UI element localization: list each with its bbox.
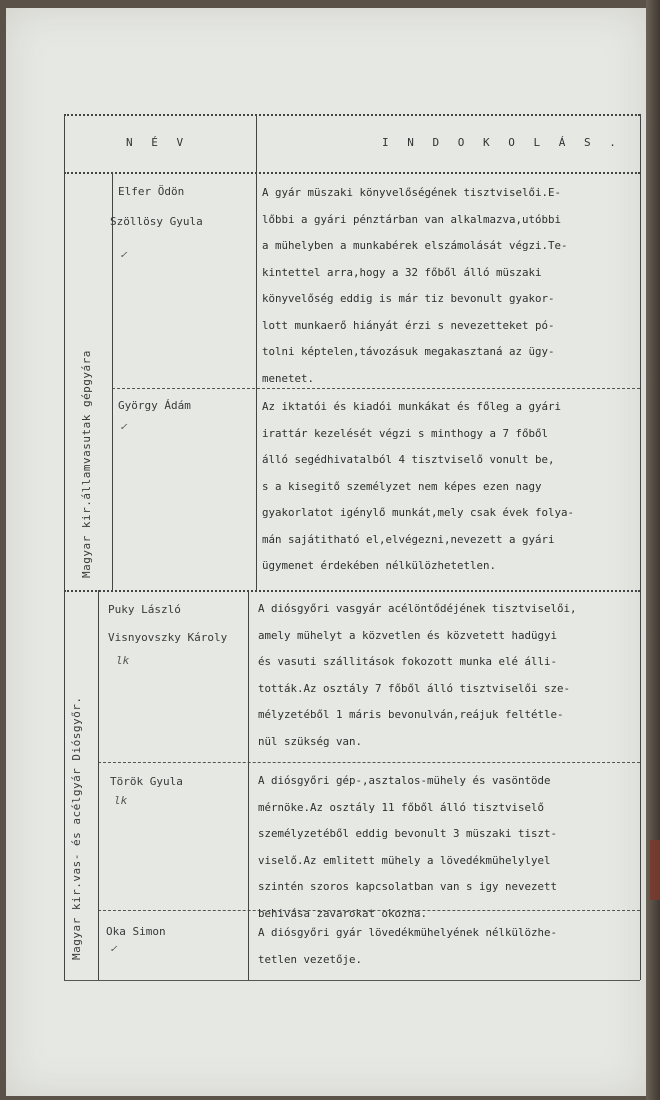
name-column-rule	[248, 590, 249, 980]
check-mark: lk	[116, 654, 130, 667]
employee-name: Visnyovszky Károly	[108, 631, 228, 644]
employee-name: Puky László	[108, 603, 181, 616]
employee-name: Oka Simon	[106, 925, 166, 938]
text-line: álló segédhivatalból 4 tisztviselő vonult be,	[262, 453, 555, 466]
text-line: behivása zavarokat okozna.	[258, 906, 428, 920]
text-line: a mühelyben a munkabérek elszámolását végzi.Te-	[262, 239, 568, 252]
table-left-rule	[64, 114, 65, 980]
document-page	[6, 8, 646, 1096]
column-header-name: N É V	[126, 136, 190, 149]
text-line: A diósgyőri gép-,asztalos-mühely és vasöntöde	[258, 774, 551, 787]
check-mark: ✓	[120, 420, 127, 433]
text-line: A diósgyőri vasgyár acélöntődéjének tisztviselői,	[258, 602, 577, 615]
text-line: A diósgyőri gyár lövedékmühelyének nélkülözhe-	[258, 926, 558, 939]
table-top-rule	[64, 114, 640, 116]
personnel-table	[64, 108, 644, 988]
text-line: Az iktatói és kiadói munkákat és főleg a gyári	[262, 400, 562, 413]
justification-text	[262, 180, 568, 392]
employee-name: Szöllösy Gyula	[110, 215, 203, 228]
text-line: könyvelőség eddig is már tiz bevonult gyakor-	[262, 292, 555, 305]
text-line: mérnöke.Az osztály 11 főből álló tisztviselő	[258, 800, 545, 814]
row-divider	[98, 762, 640, 763]
check-mark: ✓	[120, 248, 127, 261]
name-column-rule	[256, 114, 257, 590]
group-label: Magyar kir.államvasutak gépgyára	[80, 350, 93, 578]
table-bottom-rule	[64, 980, 640, 981]
text-line: és vasuti szállitások fokozott munka elé álli-	[258, 655, 558, 668]
text-line: tották.Az osztály 7 főből álló tisztviselői sze-	[258, 681, 571, 695]
header-bottom-rule	[64, 172, 640, 174]
text-line: kintettel arra,hogy a 32 főből álló müszaki	[262, 265, 542, 279]
check-mark: ✓	[110, 942, 117, 955]
text-line: szintén szoros kapcsolatban van s igy nevezett	[258, 880, 558, 893]
employee-name: Elfer Ödön	[118, 185, 185, 198]
table-right-rule	[640, 114, 641, 980]
justification-text	[258, 920, 557, 973]
justification-text	[262, 394, 574, 580]
text-line: amely mühelyt a közvetlen és közvetett hadügyi	[258, 628, 558, 642]
employee-name: György Ádám	[118, 399, 191, 412]
justification-text	[258, 768, 557, 927]
text-line: tolni képtelen,távozásuk megakasztaná az ügy-	[262, 345, 555, 358]
check-mark: lk	[114, 794, 128, 807]
text-line: személyzetéből eddig bevonult 3 müszaki tiszt-	[258, 827, 558, 840]
text-line: mán sajátitható el,elvégezni,nevezett a gyári	[262, 532, 555, 546]
group-column-rule	[112, 172, 113, 590]
background-stain	[650, 840, 660, 900]
text-line: irattár kezelését végzi s minthogy a 7 főből	[262, 426, 549, 440]
group-column-rule	[98, 590, 99, 980]
employee-name: Török Gyula	[110, 775, 183, 788]
text-line: lott munkaerő hiányát érzi s nevezetteket pó-	[262, 318, 555, 332]
text-line: s a kisegitő személyzet nem képes ezen nagy	[262, 479, 542, 493]
text-line: A gyár müszaki könyvelőségének tisztviselői.E-	[262, 186, 562, 199]
text-line: mélyzetéből 1 máris bevonulván,reájuk feltétle-	[258, 708, 564, 721]
text-line: ügymenet érdekében nélkülözhetetlen.	[262, 559, 497, 572]
text-line: gyakorlatot igénylő munkát,mely csak évek folya-	[262, 506, 575, 519]
text-line: menetet.	[262, 371, 315, 385]
page-edge-shadow	[646, 0, 660, 1100]
column-header-reason: I N D O K O L Á S .	[382, 136, 622, 149]
text-line: tetlen vezetője.	[258, 952, 363, 966]
group-label: Magyar kir.vas- és acélgyár Diósgyőr.	[70, 696, 83, 960]
justification-text	[258, 596, 577, 755]
text-line: viselő.Az emlitett mühely a lövedékmühelylyel	[258, 853, 551, 867]
text-line: lőbbi a gyári pénztárban van alkalmazva,utóbbi	[262, 212, 562, 226]
text-line: nül szükség van.	[258, 734, 363, 748]
group-divider	[64, 590, 640, 592]
